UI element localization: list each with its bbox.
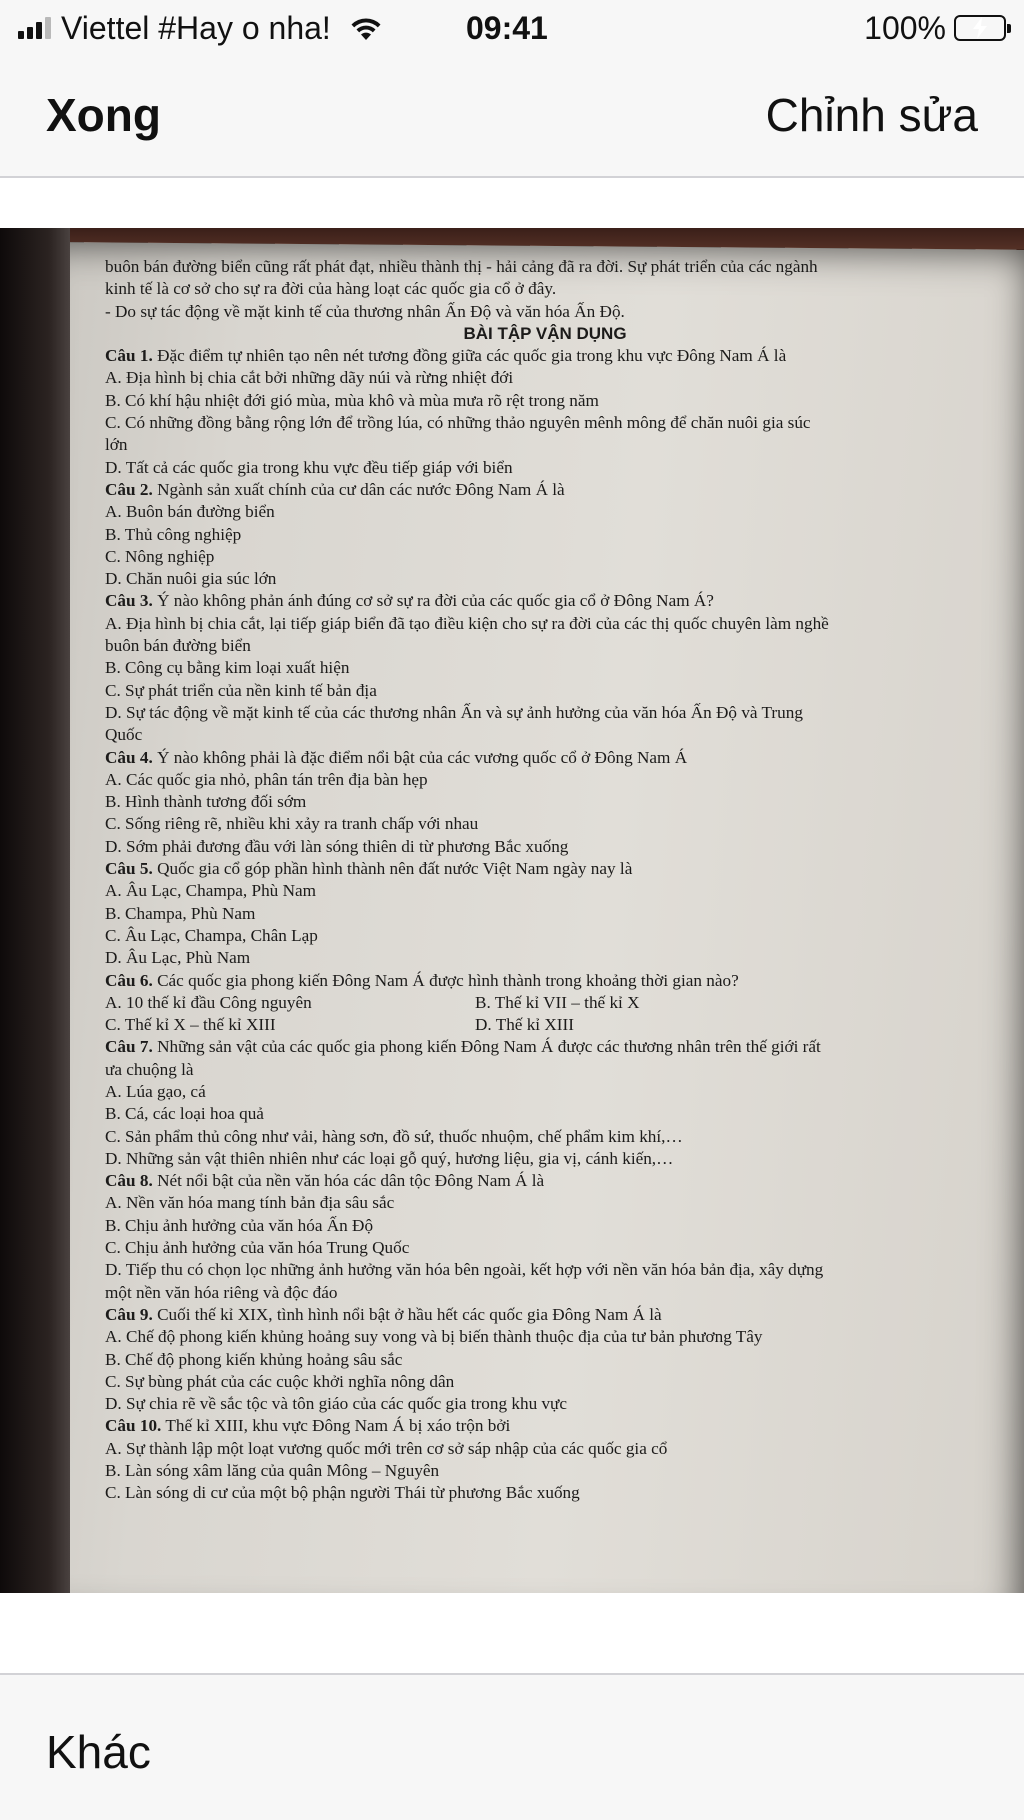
battery-percent: 100% bbox=[864, 9, 946, 46]
intro-line: kinh tế là cơ sở cho sự ra đời của hàng loạt các quốc gia cổ ở đây. bbox=[105, 279, 557, 299]
document-line: B. Champa, Phù Nam bbox=[105, 903, 256, 923]
question-number: Câu 1. bbox=[105, 346, 153, 366]
document-line: B. Cá, các loại hoa quả bbox=[105, 1104, 264, 1124]
question-list-continued bbox=[105, 1036, 985, 1504]
question-number: Câu 6. bbox=[105, 970, 153, 990]
document-line: A. Lúa gạo, cá bbox=[105, 1081, 206, 1101]
document-line: D. Âu Lạc, Phù Nam bbox=[105, 948, 251, 968]
photo-preview[interactable] bbox=[0, 228, 1024, 1593]
question-number: Câu 10. bbox=[105, 1416, 162, 1436]
document-line: C. Làn sóng di cư của một bộ phận người Thái từ phương Bắc xuống bbox=[105, 1483, 580, 1503]
document-line: A. Chế độ phong kiến khủng hoảng suy vong và bị biến thành thuộc địa của tư bản phương Tây bbox=[105, 1327, 763, 1347]
question-list bbox=[105, 345, 985, 992]
page-fold-shadow bbox=[0, 228, 70, 1593]
document-line: một nền văn hóa riêng và độc đáo bbox=[105, 1282, 338, 1302]
document-line: Quốc bbox=[105, 725, 143, 745]
document-line: B. Chịu ảnh hưởng của văn hóa Ấn Độ bbox=[105, 1215, 374, 1235]
document-line: lớn bbox=[105, 435, 128, 455]
document-line: C. Chịu ảnh hưởng của văn hóa Trung Quốc bbox=[105, 1238, 410, 1258]
section-title: BÀI TẬP VẬN DỤNG bbox=[463, 323, 627, 343]
document-line: D. Sớm phải đương đầu với làn sóng thiên di từ phương Bắc xuống bbox=[105, 836, 569, 856]
option-text: C. Thế kỉ X – thế kỉ XIII bbox=[105, 1015, 276, 1035]
document-line: A. Nền văn hóa mang tính bản địa sâu sắc bbox=[105, 1193, 395, 1213]
carrier-group bbox=[18, 8, 385, 48]
bottom-toolbar bbox=[0, 1675, 1024, 1820]
document-text bbox=[105, 256, 985, 1505]
document-line: Câu 5. Quốc gia cổ góp phần hình thành nên đất nước Việt Nam ngày nay là bbox=[105, 859, 633, 879]
document-line: D. Chăn nuôi gia súc lớn bbox=[105, 569, 277, 589]
signal-icon bbox=[18, 17, 51, 39]
question-number: Câu 7. bbox=[105, 1037, 153, 1057]
document-line: B. Chế độ phong kiến khủng hoảng sâu sắc bbox=[105, 1349, 403, 1369]
document-line: Câu 2. Ngành sản xuất chính của cư dân các nước Đông Nam Á là bbox=[105, 479, 565, 499]
battery-icon bbox=[954, 15, 1006, 41]
q6-options-row bbox=[105, 1014, 985, 1036]
document-line: Câu 1. Đặc điểm tự nhiên tạo nên nét tương đồng giữa các quốc gia trong khu vực Đông Nam Á là bbox=[105, 346, 787, 366]
document-line: C. Sản phẩm thủ công như vải, hàng sơn, đồ sứ, thuốc nhuộm, chế phẩm kim khí,… bbox=[105, 1126, 683, 1146]
intro-line: - Do sự tác động về mặt kinh tế của thương nhân Ấn Độ và văn hóa Ấn Độ. bbox=[105, 301, 625, 321]
document-line: C. Có những đồng bằng rộng lớn để trồng lúa, có những thảo nguyên mênh mông để chăn nuôi gia súc bbox=[105, 413, 811, 433]
document-line: B. Làn sóng xâm lăng của quân Mông – Nguyên bbox=[105, 1461, 440, 1481]
document-line: B. Công cụ bằng kim loại xuất hiện bbox=[105, 658, 350, 678]
bottom-spacer bbox=[0, 1593, 1024, 1675]
document-line: A. Sự thành lập một loạt vương quốc mới trên cơ sở sáp nhập của các quốc gia cổ bbox=[105, 1438, 668, 1458]
charging-bolt-icon bbox=[970, 17, 990, 39]
question-number: Câu 4. bbox=[105, 747, 153, 767]
document-line: ưa chuộng là bbox=[105, 1059, 194, 1079]
battery-group bbox=[864, 8, 1006, 48]
wifi-icon bbox=[347, 14, 385, 42]
edit-button[interactable]: Chỉnh sửa bbox=[765, 89, 978, 141]
document-line: A. Địa hình bị chia cắt, lại tiếp giáp biển đã tạo điều kiện cho sự ra đời của các thị quốc chuyên làm nghề bbox=[105, 613, 829, 633]
document-line: A. Âu Lạc, Champa, Phù Nam bbox=[105, 881, 316, 901]
document-line: A. Địa hình bị chia cắt bởi những dãy núi và rừng nhiệt đới bbox=[105, 368, 514, 388]
other-button[interactable]: Khác bbox=[46, 1726, 151, 1778]
document-line: Câu 3. Ý nào không phản ánh đúng cơ sở sự ra đời của các quốc gia cổ ở Đông Nam Á? bbox=[105, 591, 714, 611]
question-number: Câu 8. bbox=[105, 1171, 153, 1191]
document-line: B. Hình thành tương đối sớm bbox=[105, 792, 307, 812]
document-line: C. Sự phát triển của nền kinh tế bản địa bbox=[105, 680, 377, 700]
intro-line: buôn bán đường biển cũng rất phát đạt, nhiều thành thị - hải cảng đã ra đời. Sự phát triển của các ngành bbox=[105, 257, 818, 276]
document-line: A. Buôn bán đường biển bbox=[105, 502, 275, 522]
document-line: D. Sự tác động về mặt kinh tế của các thương nhân Ấn và sự ảnh hưởng của văn hóa Ấn Độ và Trung bbox=[105, 702, 803, 722]
option-text: D. Thế kỉ XIII bbox=[475, 1015, 574, 1035]
clock: 09:41 bbox=[466, 10, 548, 46]
document-line: D. Những sản vật thiên nhiên như các loại gỗ quý, hương liệu, gia vị, cánh kiến,… bbox=[105, 1148, 674, 1168]
document-line: Câu 7. Những sản vật của các quốc gia phong kiến Đông Nam Á được các thương nhân trên thế giới rất bbox=[105, 1037, 821, 1057]
document-line: D. Tiếp thu có chọn lọc những ảnh hưởng văn hóa bên ngoài, kết hợp với nền văn hóa bản địa, xây dựng bbox=[105, 1260, 824, 1280]
nav-bar bbox=[0, 58, 1024, 178]
document-line: Câu 4. Ý nào không phải là đặc điểm nổi bật của các vương quốc cổ ở Đông Nam Á bbox=[105, 747, 688, 767]
option-text: A. 10 thế kỉ đầu Công nguyên bbox=[105, 992, 312, 1012]
document-line: Câu 9. Cuối thế kỉ XIX, tình hình nổi bật ở hầu hết các quốc gia Đông Nam Á là bbox=[105, 1304, 662, 1324]
document-line: B. Có khí hậu nhiệt đới gió mùa, mùa khô và mùa mưa rõ rệt trong năm bbox=[105, 390, 599, 410]
document-line: D. Tất cả các quốc gia trong khu vực đều tiếp giáp với biển bbox=[105, 457, 513, 477]
document-line: D. Sự chia rẽ về sắc tộc và tôn giáo của các quốc gia trong khu vực bbox=[105, 1394, 567, 1414]
question-number: Câu 2. bbox=[105, 479, 153, 499]
document-line: C. Nông nghiệp bbox=[105, 546, 215, 566]
document-line: C. Sự bùng phát của các cuộc khởi nghĩa nông dân bbox=[105, 1371, 455, 1391]
carrier-name: Viettel #Hay o nha! bbox=[61, 9, 331, 46]
document-line: C. Sống riêng rẽ, nhiều khi xảy ra tranh chấp với nhau bbox=[105, 814, 479, 834]
question-number: Câu 3. bbox=[105, 591, 153, 611]
document-line: C. Âu Lạc, Champa, Chân Lạp bbox=[105, 925, 318, 945]
q6-options-row bbox=[105, 992, 985, 1014]
done-button[interactable]: Xong bbox=[46, 89, 161, 141]
document-line: Câu 8. Nét nổi bật của nền văn hóa các dân tộc Đông Nam Á là bbox=[105, 1171, 545, 1191]
document-line: A. Các quốc gia nhỏ, phân tán trên địa bàn hẹp bbox=[105, 769, 428, 789]
status-bar bbox=[0, 0, 1024, 58]
question-number: Câu 9. bbox=[105, 1304, 153, 1324]
option-text: B. Thế kỉ VII – thế kỉ X bbox=[475, 992, 640, 1012]
document-line: B. Thủ công nghiệp bbox=[105, 524, 242, 544]
document-line: Câu 10. Thế kỉ XIII, khu vực Đông Nam Á bị xáo trộn bởi bbox=[105, 1416, 511, 1436]
document-line: buôn bán đường biển bbox=[105, 636, 251, 656]
document-line: Câu 6. Các quốc gia phong kiến Đông Nam Á được hình thành trong khoảng thời gian nào? bbox=[105, 970, 739, 990]
question-number: Câu 5. bbox=[105, 859, 153, 879]
